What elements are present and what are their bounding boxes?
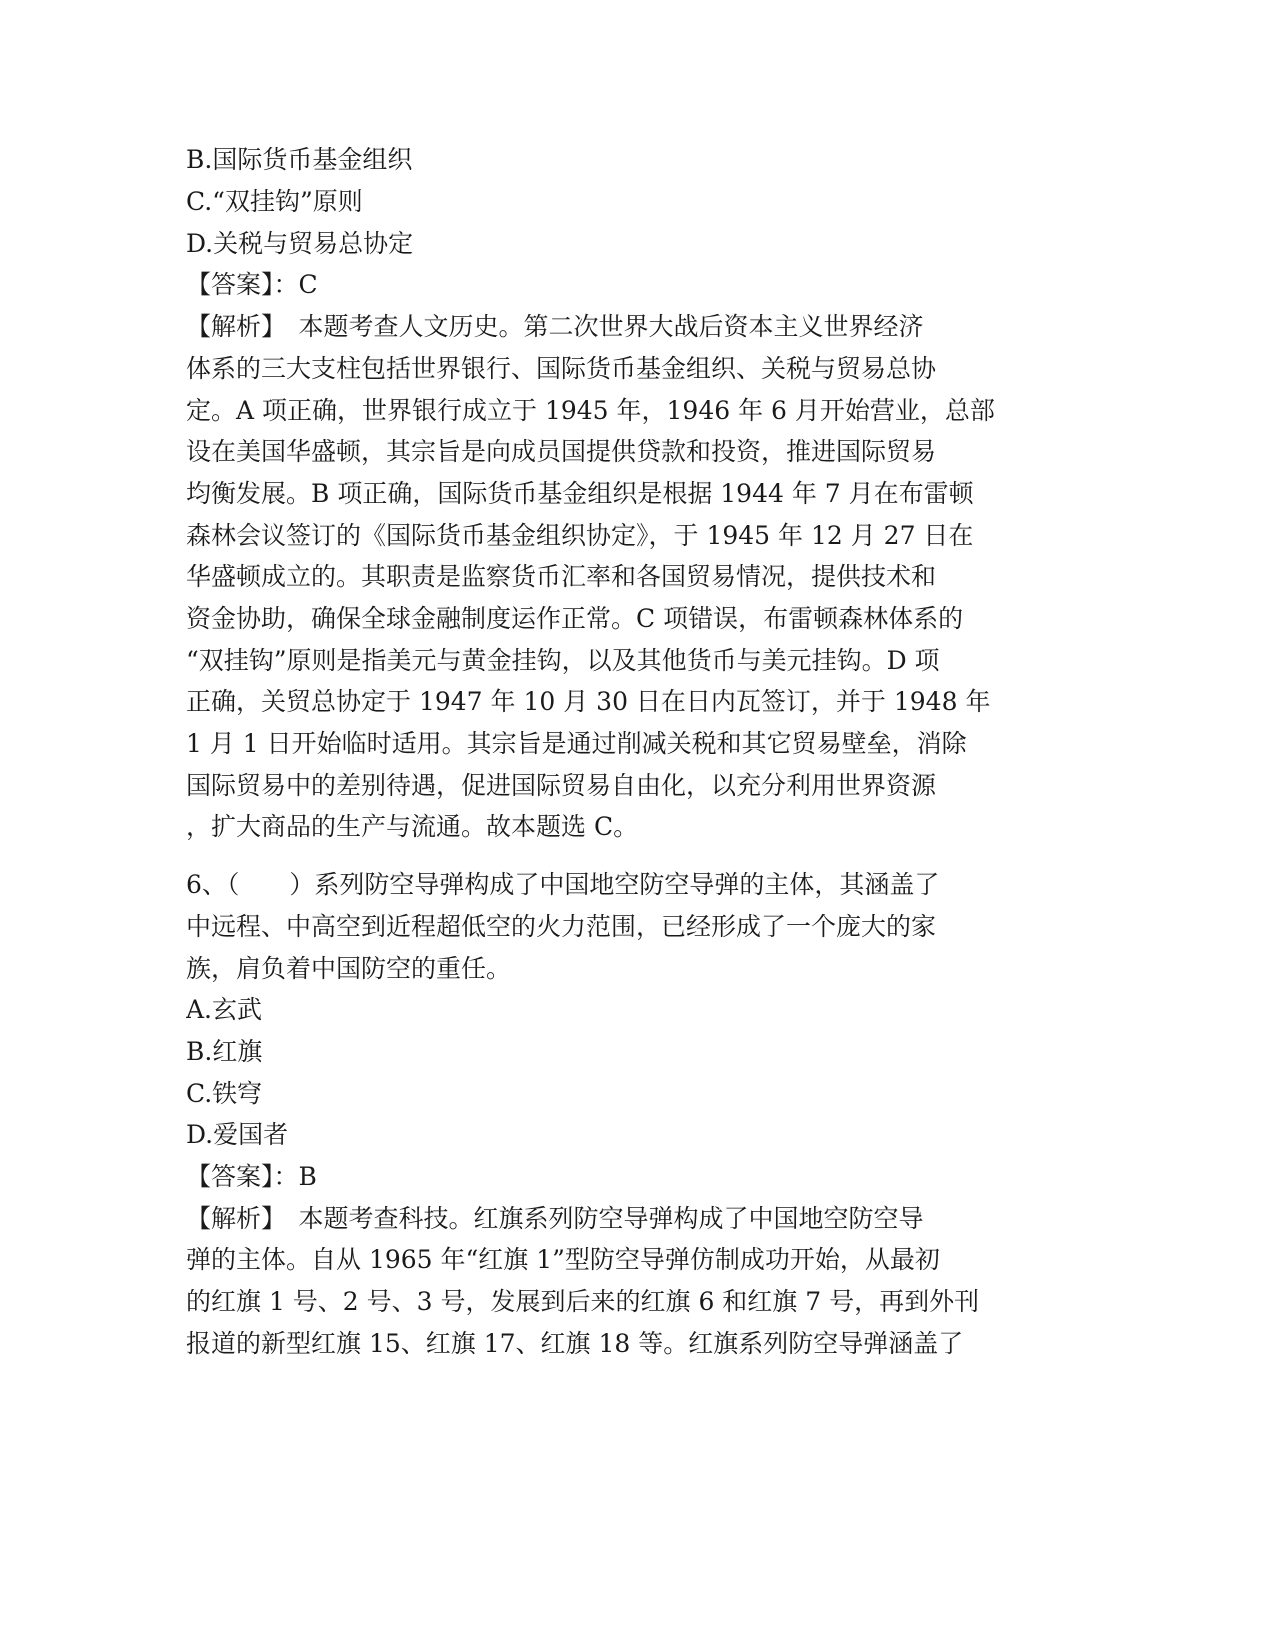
q6-option-a: A.玄武: [186, 995, 263, 1024]
q5-analysis-line: 体系的三大支柱包括世界银行、国际货币基金组织、关税与贸易总协: [186, 354, 937, 383]
q5-analysis-line: 森林会议签订的《国际货币基金组织协定》，于 1945 年 12 月 27 日在: [186, 521, 974, 550]
q5-option-c: C.“双挂钩”原则: [186, 187, 363, 216]
q6-analysis-line: 的红旗 1 号、2 号、3 号，发展到后来的红旗 6 和红旗 7 号，再到外刊: [186, 1287, 980, 1316]
q5-analysis-line: ，扩大商品的生产与流通。故本题选 C。: [186, 812, 639, 841]
q6-answer: 【答案】：B: [186, 1162, 317, 1191]
q5-analysis-line: 均衡发展。B 项正确，国际货币基金组织是根据 1944 年 7 月在布雷顿: [186, 479, 974, 508]
q6-analysis-line: 【解析】 本题考查科技。红旗系列防空导弹构成了中国地空防空导: [186, 1204, 924, 1233]
q6-question-line: 族，肩负着中国防空的重任。: [186, 954, 512, 983]
q5-option-d: D.关税与贸易总协定: [186, 229, 414, 258]
q6-option-c: C.铁穹: [186, 1079, 263, 1108]
q5-answer: 【答案】：C: [186, 270, 318, 299]
q6-question-line: 中远程、中高空到近程超低空的火力范围，已经形成了一个庞大的家: [186, 912, 937, 941]
q6-analysis-line: 弹的主体。自从 1965 年“红旗 1”型防空导弹仿制成功开始，从最初: [186, 1245, 940, 1274]
q5-analysis-line: 【解析】 本题考查人文历史。第二次世界大战后资本主义世界经济: [186, 312, 924, 341]
q5-analysis-line: 设在美国华盛顿，其宗旨是向成员国提供贷款和投资，推进国际贸易: [186, 437, 937, 466]
q5-analysis-line: 定。A 项正确，世界银行成立于 1945 年，1946 年 6 月开始营业，总部: [186, 396, 995, 425]
q5-analysis-line: 1 月 1 日开始临时适用。其宗旨是通过削减关税和其它贸易壁垒，消除: [186, 729, 967, 758]
q5-option-b: B.国际货币基金组织: [186, 145, 413, 174]
q5-analysis-line: 华盛顿成立的。其职责是监察货币汇率和各国贸易情况，提供技术和: [186, 562, 937, 591]
q6-question-line: 6、（ ）系列防空导弹构成了中国地空防空导弹的主体，其涵盖了: [186, 870, 940, 899]
q5-analysis-line: “双挂钩”原则是指美元与黄金挂钩，以及其他货币与美元挂钩。D 项: [186, 646, 940, 675]
q5-analysis-line: 资金协助，确保全球金融制度运作正常。C 项错误，布雷顿森林体系的: [186, 604, 964, 633]
q6-analysis-line: 报道的新型红旗 15、红旗 17、红旗 18 等。红旗系列防空导弹涵盖了: [186, 1329, 964, 1358]
q5-analysis-line: 正确，关贸总协定于 1947 年 10 月 30 日在日内瓦签订，并于 1948 年: [186, 687, 991, 716]
q6-option-b: B.红旗: [186, 1037, 263, 1066]
q5-analysis-line: 国际贸易中的差别待遇，促进国际贸易自由化，以充分利用世界资源: [186, 771, 937, 800]
q6-option-d: D.爱国者: [186, 1120, 289, 1149]
